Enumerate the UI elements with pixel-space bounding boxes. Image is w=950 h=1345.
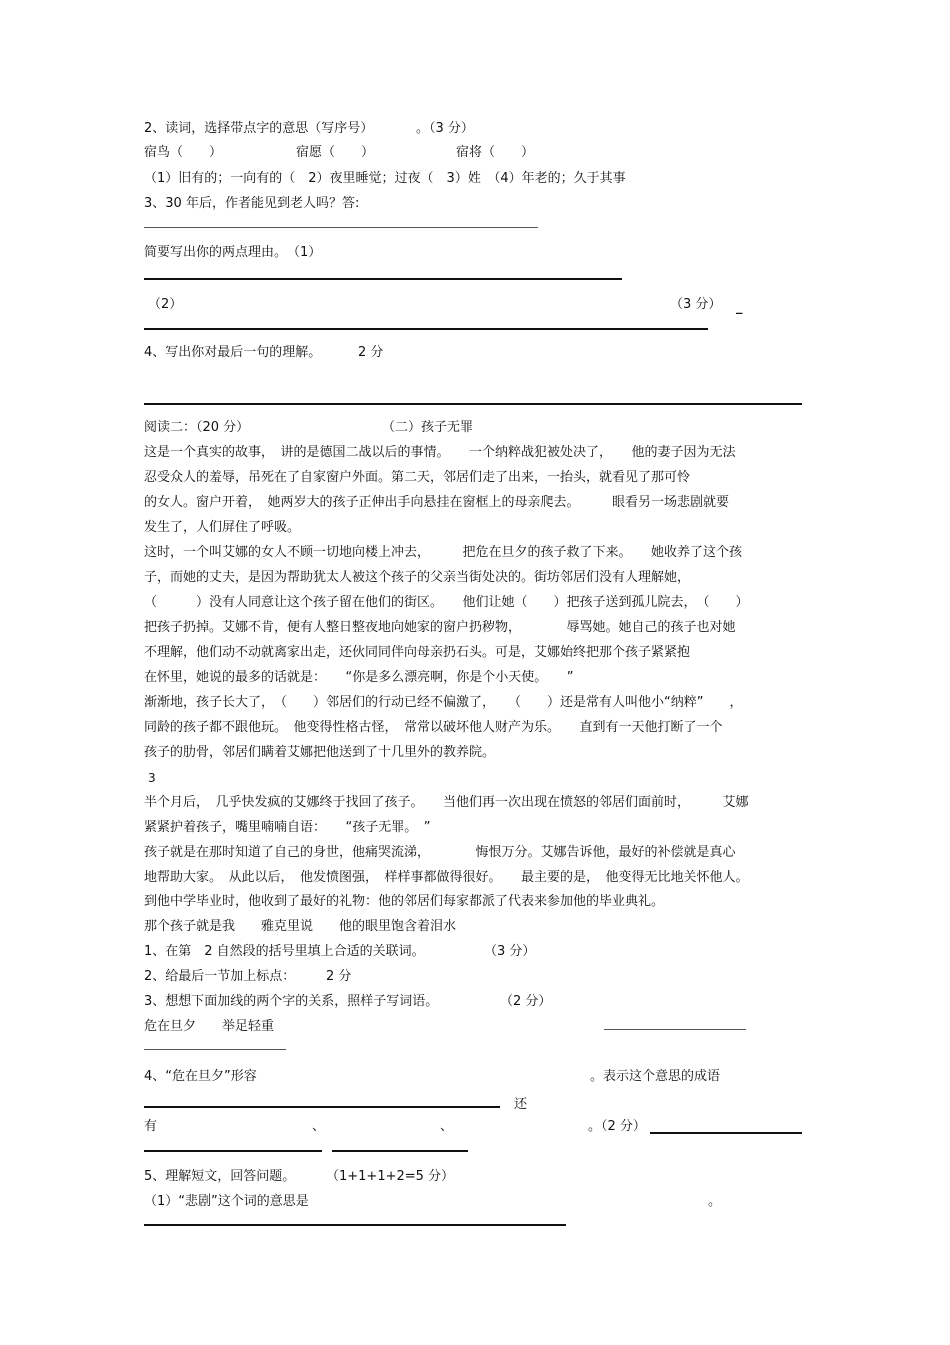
r2-question-1-score: （3 分） xyxy=(484,944,536,959)
r2-question-4-end: 。表示这个意思的成语 xyxy=(590,1069,721,1084)
passage-line: 这时，一个叫艾娜的女人不顾一切地向楼上冲去， 把危在旦夕的孩子救了下来。 她收养了这个孩 xyxy=(144,545,743,560)
separator-1: 、 xyxy=(312,1119,326,1134)
reason-2-score: （3 分） xyxy=(670,297,722,312)
passage-line: （ ）没有人同意让这个孩子留在他们的街区。 他们让她（ ）把孩子送到孤儿院去， （ ） xyxy=(144,595,749,610)
r2-question-5-1: （1）“悲剧”这个词的意思是 xyxy=(144,1194,309,1209)
r2-question-2: 2、给最后一节加上标点： xyxy=(144,969,296,984)
passage-line: 同龄的孩子都不跟他玩。 他变得性格古怪， 常常以破坏他人财产为乐。 直到有一天他打断了一个 xyxy=(144,720,723,735)
r2-question-5-1-end: 。 xyxy=(708,1194,722,1209)
word-suyuan: 宿愿（ ） xyxy=(296,145,375,160)
word-huan: 还 xyxy=(514,1097,528,1112)
passage-line: 孩子的肋骨，邻居们瞒着艾娜把他送到了十几里外的教养院。 xyxy=(144,745,496,760)
r2-question-1: 1、在第 2 自然段的括号里填上合适的关联词。 xyxy=(144,944,425,959)
passage-line: 的女人。窗户开着， 她两岁大的孩子正伸出手向悬挂在窗框上的母亲爬去。 眼看另一场悲剧就要 xyxy=(144,495,730,510)
answer-line-q5-1 xyxy=(144,1224,566,1226)
answer-line-q3 xyxy=(144,227,538,228)
passage-line: 紧紧护着孩子，嘴里喃喃自语： “孩子无罪。 ” xyxy=(144,820,431,835)
passage-line: 到他中学毕业时，他收到了最好的礼物：他的邻居们每家都派了代表来参加他的毕业典礼。 xyxy=(144,894,665,909)
passage-line: 把孩子扔掉。艾娜不肯，便有人整日整夜地向她家的窗户扔秽物， 辱骂她。她自己的孩子也对她 xyxy=(144,620,736,635)
answer-line-q4-c xyxy=(144,1150,322,1152)
answer-line-q3-a xyxy=(604,1029,746,1030)
question-3-text: 3、30 年后，作者能见到老人吗？答: xyxy=(144,196,360,211)
answer-line-reason-2 xyxy=(144,328,708,330)
r2-question-5: 5、理解短文，回答问题。 xyxy=(144,1169,296,1184)
example-words: 危在旦夕 举足轻重 xyxy=(144,1019,275,1034)
answer-line-q4-d xyxy=(332,1150,468,1152)
passage-last-line: 那个孩子就是我 雅克里说 他的眼里饱含着泪水 xyxy=(144,919,457,934)
answer-line-q3-b xyxy=(144,1049,286,1050)
passage-line: 半个月后， 几乎快发疯的艾娜终于找回了孩子。 当他们再一次出现在愤怒的邻居们面前时， 艾娜 xyxy=(144,795,749,810)
word-you: 有 xyxy=(144,1119,158,1134)
question-4-score: 2 分 xyxy=(358,345,384,360)
reasons-prompt: 简要写出你的两点理由。 （1） xyxy=(144,245,322,260)
reason-2-label: （2） xyxy=(148,297,183,312)
passage-line: 子，而她的丈夫，是因为帮助犹太人被这个孩子的父亲当街处决的。街坊邻居们没有人理解她， xyxy=(144,570,691,585)
page-number: 3 xyxy=(148,771,156,785)
answer-line-q4-b xyxy=(650,1132,802,1134)
question-2-text: 2、读词，选择带点字的意思（写序号） xyxy=(144,121,374,136)
reading-2-header: 阅读二：（20 分） xyxy=(144,420,250,435)
question-4-text: 4、写出你对最后一句的理解。 xyxy=(144,345,322,360)
r2-question-3-score: （2 分） xyxy=(500,994,552,1009)
question-2-score: 。（3 分） xyxy=(416,121,474,136)
word-sulniao: 宿鸟（ ） xyxy=(144,145,223,160)
passage-line: 这是一个真实的故事， 讲的是德国二战以后的事情。 一个纳粹战犯被处决了， 他的妻子因为无法 xyxy=(144,445,736,460)
passage-line: 忍受众人的羞辱，吊死在了自家窗户外面。第二天，邻居们走了出来，一抬头，就看见了那可怜 xyxy=(144,470,691,485)
passage-line: 孩子就是在那时知道了自己的身世，他痛哭流涕， 悔恨万分。艾娜告诉他，最好的补偿就是真心 xyxy=(144,845,736,860)
passage-line: 在怀里，她说的最多的话就是： “你是多么漂亮啊，你是个小天使。 ” xyxy=(144,670,574,685)
answer-line-reason-1 xyxy=(144,278,622,280)
meaning-options: （1）旧有的；一向有的（ 2）夜里睡觉；过夜（ 3）姓 （4）年老的；久于其事 xyxy=(144,171,626,186)
r2-question-2-score: 2 分 xyxy=(326,969,352,984)
answer-line-q4 xyxy=(144,403,802,405)
word-sujiang: 宿将（ ） xyxy=(456,145,535,160)
passage-line: 不理解，他们动不动就离家出走，还伙同同伴向母亲扔石头。可是，艾娜始终把那个孩子紧紧抱 xyxy=(144,645,691,660)
reason-2-dash: _ xyxy=(736,300,743,315)
passage-line: 发生了，人们屏住了呼吸。 xyxy=(144,520,301,535)
passage-line: 地帮助大家。 从此以后， 他发愤图强， 样样事都做得很好。 最主要的是， 他变得无比地关怀他人。 xyxy=(144,870,749,885)
r2-question-4-score: 。（2 分） xyxy=(588,1119,646,1134)
reading-2-title: （二）孩子无罪 xyxy=(382,420,474,435)
separator-2: 、 xyxy=(440,1119,454,1134)
r2-question-4: 4、“危在旦夕”形容 xyxy=(144,1069,257,1084)
answer-line-q4-a xyxy=(144,1106,500,1108)
r2-question-5-score: （1+1+1+2=5 分） xyxy=(326,1169,455,1184)
passage-line: 渐渐地，孩子长大了， （ ）邻居们的行动已经不偏激了， （ ）还是常有人叫他小“纳粹” ， xyxy=(144,695,743,710)
r2-question-3: 3、想想下面加线的两个字的关系，照样子写词语。 xyxy=(144,994,439,1009)
